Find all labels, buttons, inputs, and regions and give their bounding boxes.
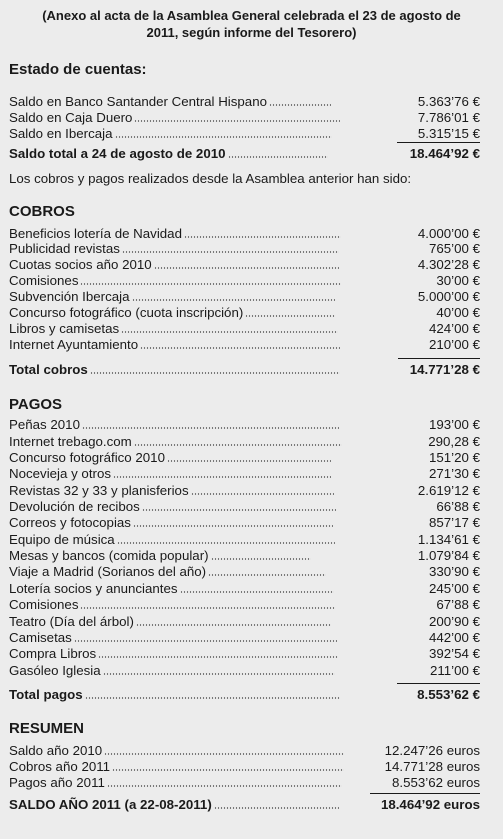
cobros-total-row: Total cobros 14.771’28 € xyxy=(9,362,480,377)
cobros-row: Cuotas socios año 2010 4.302’28 € xyxy=(9,257,480,272)
estado-row: Saldo en Banco Santander Central Hispano 5.363’76 € xyxy=(9,94,480,109)
pagos-sum-rule xyxy=(397,683,480,684)
pagos-row: Gasóleo Iglesia 211’00 € xyxy=(9,663,480,678)
estado-row: Saldo en Caja Duero 7.786’01 € xyxy=(9,110,480,125)
pagos-row: Peñas 2010 193’00 € xyxy=(9,417,480,432)
estado-row: Saldo en Ibercaja 5.315’15 € xyxy=(9,126,480,141)
cobros-row: Beneficios lotería de Navidad 4.000’00 € xyxy=(9,226,480,241)
cobros-row: Concurso fotográfico (cuota inscripción) 40’00 € xyxy=(9,305,480,320)
resumen-total-row: SALDO AÑO 2011 (a 22-08-2011) 18.464’92 euros xyxy=(9,797,480,812)
intro-text: Los cobros y pagos realizados desde la Asamblea anterior han sido: xyxy=(9,171,412,186)
cobros-sum-rule xyxy=(398,358,480,359)
cobros-row: Comisiones 30’00 € xyxy=(9,273,480,288)
pagos-row: Correos y fotocopias 857’17 € xyxy=(9,515,480,530)
pagos-row: Devolución de recibos 66’88 € xyxy=(9,499,480,514)
pagos-row: Mesas y bancos (comida popular) 1.079’84 € xyxy=(9,548,480,563)
pagos-row: Nocevieja y otros 271’30 € xyxy=(9,466,480,481)
pagos-row: Camisetas 442’00 € xyxy=(9,630,480,645)
pagos-row: Comisiones 67’88 € xyxy=(9,597,480,612)
resumen-row: Pagos año 2011 8.553’62 euros xyxy=(9,775,480,790)
pagos-row: Equipo de música 1.134’61 € xyxy=(9,532,480,547)
cobros-row: Internet Ayuntamiento 210’00 € xyxy=(9,337,480,352)
estado-total-row: Saldo total a 24 de agosto de 2010 18.464’92 € xyxy=(9,146,480,161)
cobros-row: Subvención Ibercaja 5.000’00 € xyxy=(9,289,480,304)
pagos-row: Teatro (Día del árbol) 200’90 € xyxy=(9,614,480,629)
pagos-row: Compra Libros 392’54 € xyxy=(9,646,480,661)
estado-title: Estado de cuentas: xyxy=(9,61,147,78)
header-line-2: 2011, según informe del Tesorero) xyxy=(146,25,357,40)
pagos-row: Lotería socios y anunciantes 245’00 € xyxy=(9,581,480,596)
resumen-sum-rule xyxy=(370,793,480,794)
cobros-title: COBROS xyxy=(9,203,75,220)
pagos-row: Concurso fotográfico 2010 151’20 € xyxy=(9,450,480,465)
cobros-row: Publicidad revistas 765’00 € xyxy=(9,241,480,256)
pagos-row: Internet trebago.com 290,28 € xyxy=(9,434,480,449)
resumen-row: Saldo año 2010 12.247’26 euros xyxy=(9,743,480,758)
pagos-row: Viaje a Madrid (Sorianos del año) 330’90 € xyxy=(9,564,480,579)
resumen-row: Cobros año 2011 14.771’28 euros xyxy=(9,759,480,774)
estado-sum-rule xyxy=(397,142,480,143)
pagos-total-row: Total pagos 8.553’62 € xyxy=(9,687,480,702)
pagos-title: PAGOS xyxy=(9,396,63,413)
cobros-row: Libros y camisetas 424’00 € xyxy=(9,321,480,336)
header-line-1: (Anexo al acta de la Asamblea General celebrada el 23 de agosto de xyxy=(42,8,461,23)
pagos-row: Revistas 32 y 33 y planisferios 2.619’12 € xyxy=(9,483,480,498)
report-header xyxy=(8,7,495,41)
resumen-title: RESUMEN xyxy=(9,720,85,737)
